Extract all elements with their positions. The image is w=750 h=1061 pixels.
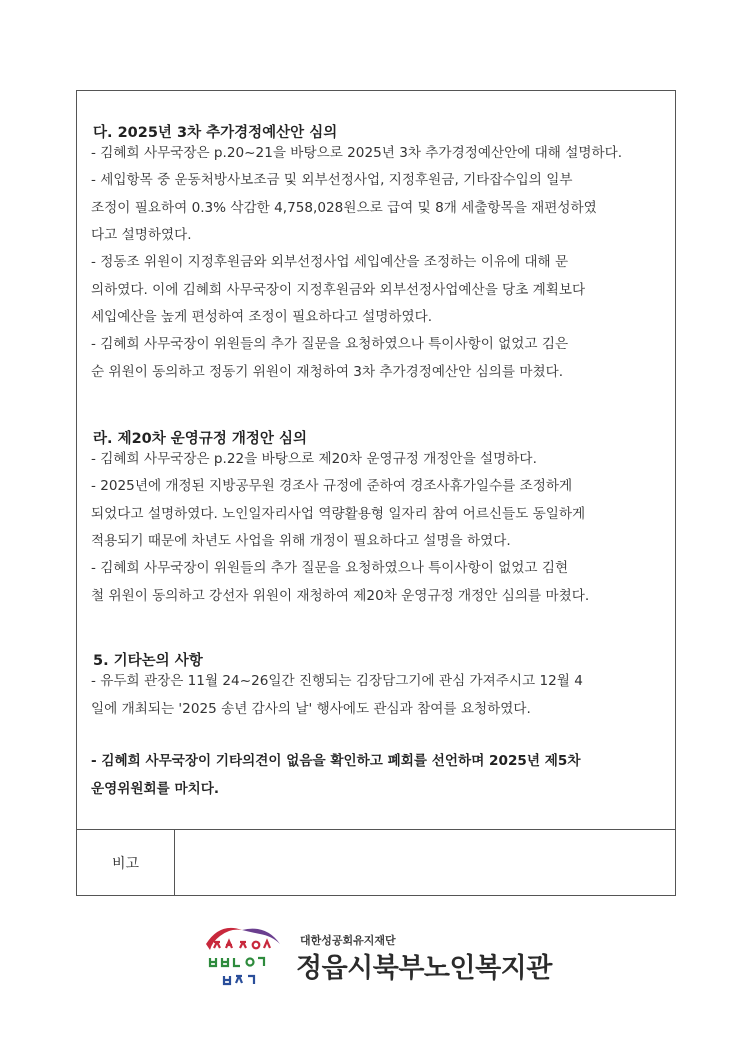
organization-foundation-name: 대한성공회유지재단	[300, 934, 396, 947]
text-line: 되었다고 설명하였다. 노인일자리사업 역량활용형 일자리 참여 어르신들도 동일하게	[91, 505, 586, 522]
text-line: 순 위원이 동의하고 정동기 위원이 재청하여 3차 추가경정예산안 심의를 마쳤다.	[91, 363, 564, 380]
text-line: 조정이 필요하여 0.3% 삭감한 4,758,028원으로 급여 및 8개 세출항목을 재편성하였	[91, 199, 597, 216]
paragraph-regulation-2	[91, 473, 661, 556]
organization-name: 정읍시북부노인복지관	[296, 953, 552, 984]
text-line: - 김혜희 사무국장은 p.20~21을 바탕으로 2025년 3차 추가경정예산안에 대해 설명하다.	[91, 145, 623, 161]
paragraph-budget-3	[91, 249, 661, 332]
text-line: 의하였다. 이에 김혜희 사무국장이 지정후원금와 외부선정사업예산을 당초 계획보다	[91, 281, 586, 298]
organization-logo-icon	[200, 920, 288, 996]
section-heading-budget: 다. 2025년 3차 추가경정예산안 심의	[93, 125, 338, 141]
text-line: 운영위원회를 마치다.	[91, 780, 220, 797]
text-line: 적용되기 때문에 차년도 사업을 위해 개정이 필요하다고 설명을 하였다.	[91, 533, 511, 549]
section-heading-other: 5. 기타논의 사항	[93, 653, 203, 669]
remarks-value	[175, 830, 675, 896]
text-line: 다고 설명하였다.	[91, 227, 192, 243]
remarks-row	[77, 829, 675, 896]
text-line: - 유두희 관장은 11월 24~26일간 진행되는 김장담그기에 관심 가져주시고 12월 4	[91, 673, 583, 689]
closing-statement	[91, 748, 661, 803]
minutes-content-cell	[77, 91, 675, 829]
paragraph-other-1	[91, 668, 661, 723]
paragraph-budget-4	[91, 331, 661, 386]
text-line: - 정동조 위원이 지정후원금와 외부선정사업 세입예산을 조정하는 이유에 대해 문	[91, 254, 569, 270]
text-line: - 김혜희 사무국장은 p.22을 바탕으로 제20차 운영규정 개정안을 설명하다.	[91, 451, 537, 467]
text-line: - 2025년에 개정된 지방공무원 경조사 규정에 준하여 경조사휴가일수를 조정하게	[91, 478, 573, 494]
organization-footer	[200, 918, 580, 998]
section-heading-regulation: 라. 제20차 운영규정 개정안 심의	[93, 431, 307, 447]
paragraph-regulation-3	[91, 555, 661, 610]
text-line: - 김혜희 사무국장이 기타의견이 없음을 확인하고 폐회를 선언하며 2025년 제5차	[91, 753, 581, 769]
text-line: - 김혜희 사무국장이 위원들의 추가 질문을 요청하였으나 특이사항이 없었고 김현	[91, 560, 569, 576]
text-line: 일에 개최되는 '2025 송년 감사의 날' 행사에도 관심과 참여를 요청하였다.	[91, 700, 531, 717]
paragraph-regulation-1	[91, 446, 661, 474]
paragraph-budget-2	[91, 167, 661, 250]
text-line: - 김혜희 사무국장이 위원들의 추가 질문을 요청하였으나 특이사항이 없었고 김은	[91, 336, 569, 352]
minutes-table	[76, 90, 676, 896]
text-line: 철 위원이 동의하고 강선자 위원이 재청하여 제20차 운영규정 개정안 심의를 마쳤다.	[91, 587, 590, 604]
text-line: - 세입항목 중 운동처방사보조금 및 외부선정사업, 지정후원금, 기타잡수입의 일부	[91, 172, 573, 188]
remarks-label: 비고	[77, 830, 175, 896]
text-line: 세입예산을 높게 편성하여 조정이 필요하다고 설명하였다.	[91, 309, 433, 325]
paragraph-budget-1	[91, 140, 661, 168]
